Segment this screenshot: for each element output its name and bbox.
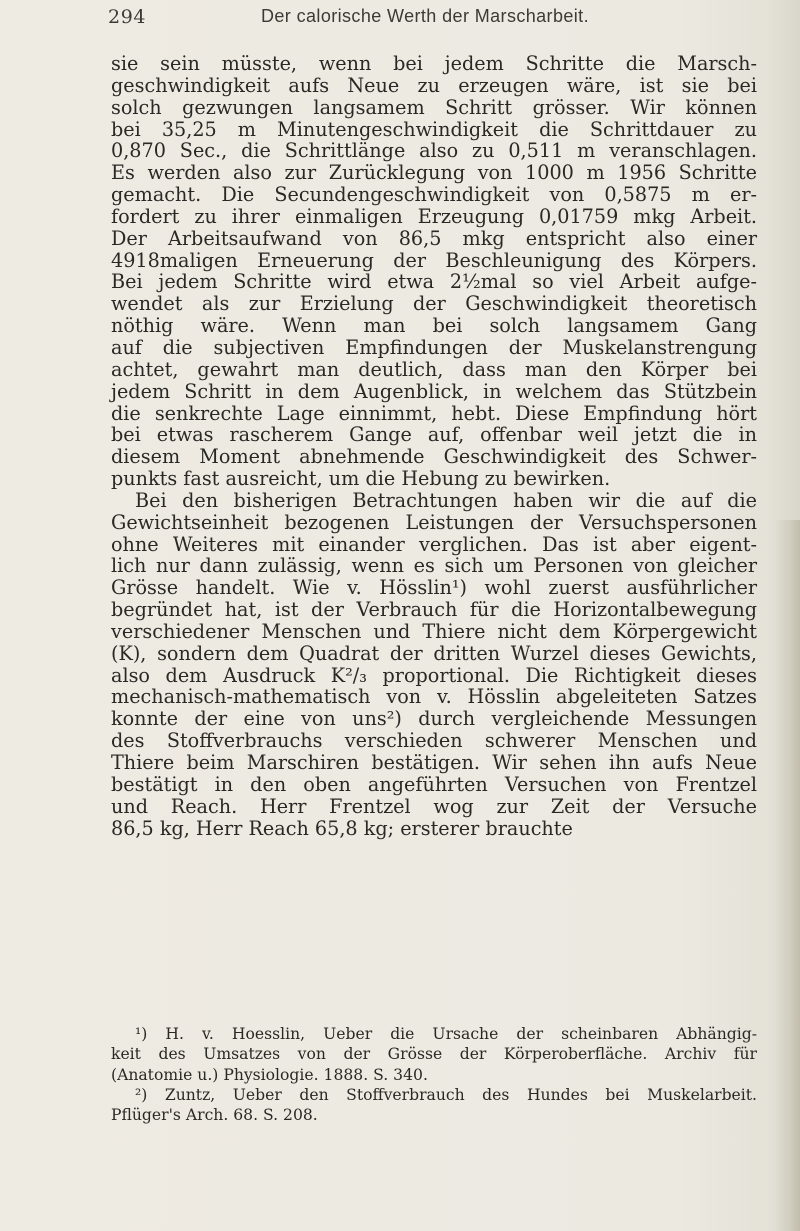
footnote-line: ¹) H. v. Hoesslin, Ueber die Ursache der scheinbaren Abhängig- [135,1025,757,1043]
text-line: achtet, gewahrt man deutlich, dass man den Körper bei [111,357,757,381]
text-line: bestätigt in den oben angeführten Versuchen von Frentzel [111,772,757,796]
text-line: wendet als zur Erzielung der Geschwindigkeit theoretisch [111,292,757,316]
text-line: mechanisch-mathematisch von v. Hösslin abgeleiteten Satzes [111,685,757,709]
text-line: und Reach. Herr Frentzel wog zur Zeit der Versuche [111,794,757,818]
text-line: Grösse handelt. Wie v. Hösslin¹) wohl zuerst ausführlicher [111,576,757,600]
text-line: bei etwas rascherem Gange auf, offenbar weil jetzt die in [111,423,757,447]
page-edge-shadow [774,520,800,1231]
text-line: Thiere beim Marschiren bestätigen. Wir sehen ihn aufs Neue [111,751,757,774]
text-line: (K), sondern dem Quadrat der dritten Wurzel dieses Gewichts, [111,641,757,665]
footnote-line: Pflüger's Arch. 68. S. 208. [111,1106,318,1125]
main-text [111,53,757,839]
text-line: also dem Ausdruck K²/₃ proportional. Die Richtigkeit dieses [111,663,757,687]
text-line: gemacht. Die Secundengeschwindigkeit von 0,5875 m er- [111,183,757,207]
text-line: 86,5 kg, Herr Reach 65,8 kg; ersterer brauchte [111,816,573,840]
text-line: diesem Moment abnehmende Geschwindigkeit des Schwer- [111,445,757,469]
text-line: solch gezwungen langsamem Schritt grösser. Wir können [111,95,757,119]
text-line: verschiedener Menschen und Thiere nicht dem Körpergewicht [111,619,757,643]
text-line: Der Arbeitsaufwand von 86,5 mkg entspricht also einer [111,226,757,250]
text-line: lich nur dann zulässig, wenn es sich um Personen von gleicher [111,554,757,578]
text-line: Es werden also zur Zurücklegung von 1000 m 1956 Schritte [111,161,757,185]
text-line: sie sein müsste, wenn bei jedem Schritte die Marsch- [111,52,757,75]
text-line: die senkrechte Lage einnimmt, hebt. Diese Empfindung hört [111,401,757,425]
text-line: geschwindigkeit aufs Neue zu erzeugen wäre, ist sie bei [111,73,757,97]
footnote-2 [111,1085,757,1126]
footnote-line: keit des Umsatzes von der Grösse der Körperoberfläche. Archiv für [111,1045,757,1064]
footnotes [111,1024,757,1125]
footnote-line: (Anatomie u.) Physiologie. 1888. S. 340. [111,1065,428,1084]
text-line: Bei jedem Schritte wird etwa 2½mal so viel Arbeit aufge- [111,270,757,294]
footnote-1 [111,1024,757,1085]
text-line: Gewichtseinheit bezogenen Leistungen der Versuchspersonen [111,510,757,534]
footnote-line: ²) Zuntz, Ueber den Stoffverbrauch des Hundes bei Muskelarbeit. [135,1085,757,1104]
text-line: auf die subjectiven Empfindungen der Muskelanstrengung [111,335,757,359]
text-line: fordert zu ihrer einmaligen Erzeugung 0,01759 mkg Arbeit. [111,204,757,228]
text-line: ohne Weiteres mit einander verglichen. Das ist aber eigent- [111,532,757,556]
text-line: des Stoffverbrauchs verschieden schwerer Menschen und [111,729,757,753]
text-line: 4918maligen Erneuerung der Beschleunigung des Körpers. [111,248,757,272]
running-header [108,6,748,36]
text-line: 0,870 Sec., die Schrittlänge also zu 0,511 m veranschlagen. [111,139,757,163]
text-line: begründet hat, ist der Verbrauch für die Horizontalbewegung [111,598,757,622]
text-line: punkts fast ausreicht, um die Hebung zu bewirken. [111,467,611,491]
text-line: nöthig wäre. Wenn man bei solch langsamem Gang [111,314,757,338]
text-line: jedem Schritt in dem Augenblick, in welchem das Stützbein [111,379,757,403]
running-title: Der calorische Werth der Marscharbeit. [261,6,589,26]
text-line: konnte der eine von uns²) durch vergleichende Messungen [111,707,757,731]
text-line: Bei den bisherigen Betrachtungen haben wir die auf die [135,488,757,512]
page-number: 294 [108,6,147,28]
text-line: bei 35,25 m Minutengeschwindigkeit die Schrittdauer zu [111,117,757,141]
